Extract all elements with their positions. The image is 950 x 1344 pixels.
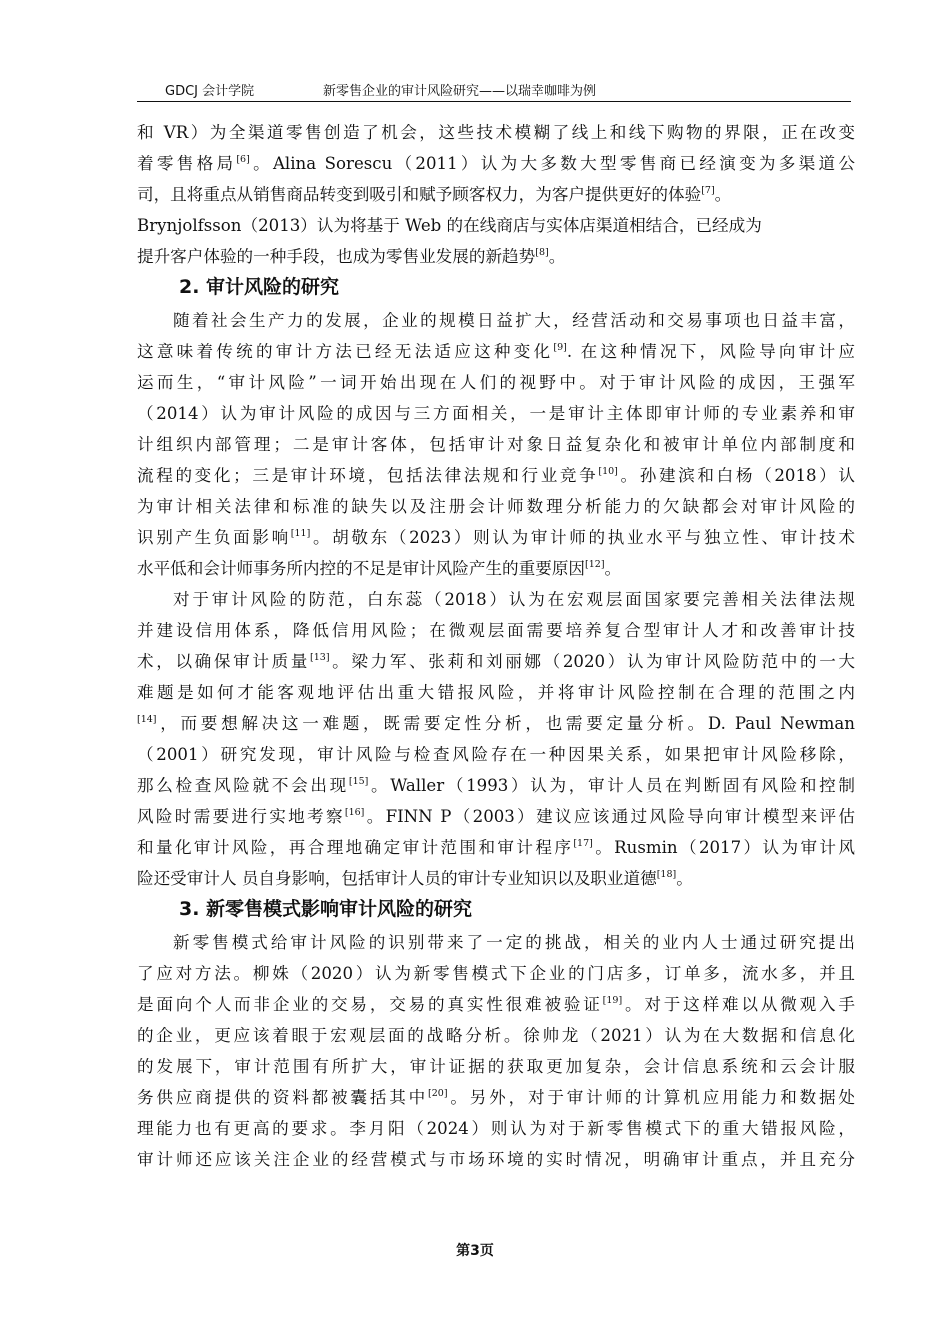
text-line: 并建设信用体系，降低信用风险；在微观层面需要培养复合型审计人才和改善审计技 [137, 621, 855, 640]
citation: [13] [310, 651, 330, 663]
citation: [11] [290, 527, 311, 539]
text-line: 术，以确保审计质量[13]。梁力军、张莉和刘丽娜（2020）认为审计风险防范中的一大 [137, 651, 856, 671]
citation: [10] [598, 465, 618, 477]
citation: [20] [428, 1087, 448, 1099]
text-line: 审计师还应该关注企业的经营模式与市场环境的实时情况，明确审计重点，并且充分 [137, 1150, 855, 1169]
text-line: 风险时需要进行实地考察[16]。FINN P（2003）建议应该通过风险导向审计模型来评估 [137, 806, 856, 826]
section-heading-2: 2. 审计风险的研究 [179, 276, 340, 298]
text-line: 难题是如何才能客观地评估出重大错报风险，并将审计风险控制在合理的范围之内 [137, 683, 855, 702]
header-title: 新零售企业的审计风险研究——以瑞幸咖啡为例 [323, 84, 597, 99]
text-line: 水平低和会计师事务所内控的不足是审计风险产生的重要原因[12]。 [137, 558, 622, 578]
text-line: 司，且将重点从销售商品转变到吸引和赋予顾客权力，为客户提供更好的体验[7]。 [137, 184, 732, 204]
text-line: 流程的变化；三是审计环境，包括法律法规和行业竞争[10]。孙建滨和白杨（2018）认 [137, 465, 856, 485]
text-line: 和 VR）为全渠道零售创造了机会，这些技术模糊了线上和线下购物的界限，正在改变 [137, 123, 855, 142]
citation: [15] [348, 775, 369, 787]
text-line: 识别产生负面影响[11]。胡敬东（2023）则认为审计师的执业水平与独立性、审计技术 [137, 527, 855, 547]
citation: [9] [553, 341, 567, 353]
citation: [6] [236, 153, 250, 165]
text-line: 那么检查风险就不会出现[15]。Waller（1993）认为，审计人员在判断固有风险和控制 [137, 775, 855, 795]
text-line: 务供应商提供的资料都被囊括其中[20]。另外，对于审计师的计算机应用能力和数据处 [137, 1087, 856, 1107]
citation: [8] [535, 246, 549, 258]
text-line: 了应对方法。柳姝（2020）认为新零售模式下企业的门店多，订单多，流水多，并且 [137, 964, 855, 983]
page-header [137, 78, 851, 100]
citation: [18] [656, 868, 677, 880]
header-rule [137, 101, 851, 102]
text-line: 提升客户体验的一种手段，也成为零售业发展的新趋势[8]。 [137, 246, 566, 266]
body-text [137, 117, 855, 1175]
text-line: 为审计相关法律和标准的缺失以及注册会计师数理分析能力的欠缺都会对审计风险的 [137, 497, 855, 516]
citation: [12] [585, 558, 605, 570]
text-line: 和量化审计风险，再合理地确定审计范围和审计程序[17]。Rusmin（2017）认为审计风 [137, 837, 855, 857]
citation: [17] [573, 837, 593, 849]
citation: [7] [701, 184, 715, 196]
citation: [14] [137, 713, 157, 725]
text-line: 新零售模式给审计风险的识别带来了一定的挑战，相关的业内人士通过研究提出 [173, 933, 855, 952]
citation: [16] [344, 806, 365, 818]
text-line: （2001）研究发现，审计风险与检查风险存在一种因果关系，如果把审计风险移除， [137, 745, 855, 764]
header-school: GDCJ 会计学院 [165, 84, 255, 99]
section-heading-3: 3. 新零售模式影响审计风险的研究 [179, 898, 473, 920]
text-line: [14]，而要想解决这一难题，既需要定性分析，也需要定量分析。D. Paul Newman [137, 713, 855, 733]
text-line: 对于审计风险的防范，白东蕊（2018）认为在宏观层面国家要完善相关法律法规 [173, 590, 855, 609]
text-line: （2014）认为审计风险的成因与三方面相关，一是审计主体即审计师的专业素养和审 [137, 404, 855, 423]
text-line: 随着社会生产力的发展，企业的规模日益扩大，经营活动和交易事项也日益丰富， [173, 311, 855, 330]
text-line: 着零售格局[6]。Alina Sorescu（2011）认为大多数大型零售商已经演变为多渠道公 [137, 153, 855, 173]
text-line: 理能力也有更高的要求。李月阳（2024）则认为对于新零售模式下的重大错报风险， [137, 1119, 855, 1138]
text-line: 的企业，更应该着眼于宏观层面的战略分析。徐帅龙（2021）认为在大数据和信息化 [137, 1026, 855, 1045]
text-line: 险还受审计人 员自身影响，包括审计人员的审计专业知识以及职业道德[18]。 [137, 868, 693, 888]
text-line: 这意味着传统的审计方法已经无法适应这种变化[9]. 在这种情况下，风险导向审计应 [137, 341, 855, 361]
text-line: 运而生，“审计风险”一词开始出现在人们的视野中。对于审计风险的成因，王强军 [137, 373, 855, 392]
text-line: 是面向个人而非企业的交易，交易的真实性很难被验证[19]。对于这样难以从微观入手 [137, 994, 855, 1014]
citation: [19] [602, 994, 623, 1006]
text-line: 计组织内部管理；二是审计客体，包括审计对象日益复杂化和被审计单位内部制度和 [137, 435, 855, 454]
text-line: Brynjolfsson（2013）认为将基于 Web 的在线商店与实体店渠道相结合，已经成为 [137, 216, 762, 235]
text-line: 的发展下，审计范围有所扩大，审计证据的获取更加复杂，会计信息系统和云会计服 [137, 1057, 855, 1076]
page-number: 第3页 [456, 1243, 494, 1259]
